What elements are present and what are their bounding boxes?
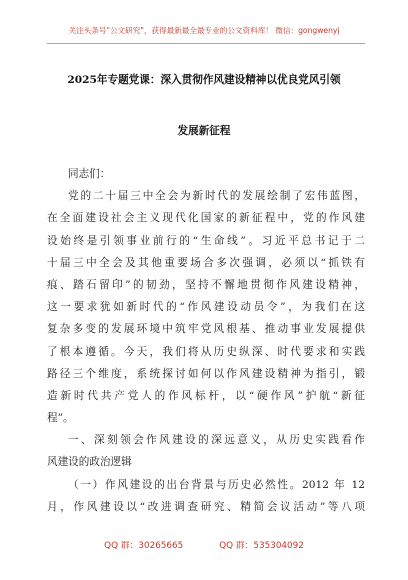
body-line: （一）作风建设的出台背景与历史必然性。2012 年 12 xyxy=(68,478,365,491)
section-heading-continued: 风建设的政治逻辑 xyxy=(47,456,132,469)
body-line: 程”。 xyxy=(47,412,74,425)
footer-qq-group-2: QQ 群：535304092 xyxy=(219,541,304,551)
body-line: 了根本遵循。今天，我们将从历史纵深、时代要求和实践 xyxy=(47,345,365,358)
body-line: 设始终是引领事业前行的“生命线”。习近平总书记于二 xyxy=(47,234,365,247)
body-line: 痕、踏石留印”的韧劲，坚持不懈地贯彻作风建设精神， xyxy=(47,278,365,291)
body-line: 在全面建设社会主义现代化国家的新征程中，党的作风建 xyxy=(47,212,365,225)
salutation: 同志们： xyxy=(68,168,111,180)
body-line: 造新时代共产党人的作风标杆，以“硬作风”护航“新征 xyxy=(47,389,365,402)
header-divider xyxy=(47,43,365,44)
body-line: 这一要求犹如新时代的“作风建设动员令”，为我们在这 xyxy=(47,301,365,314)
header-banner: 关注头条号"公文研究"，获得最新最全最专业的公文资料库！ 微信：gongwenyj xyxy=(68,26,340,35)
footer xyxy=(0,538,408,551)
document-title: 2025年专题党课：深入贯彻作风建设精神以优良党风引领 xyxy=(67,74,341,86)
document-title-continued: 发展新征程 xyxy=(177,125,231,137)
section-heading: 一、深刻领会作风建设的深远意义，从历史实践看作 xyxy=(68,434,365,447)
body-line: 党的二十届三中全会为新时代的发展绘制了宏伟蓝图， xyxy=(68,190,365,203)
body-line: 复杂多变的发展环境中筑牢党风根基、推动事业发展提供 xyxy=(47,323,365,336)
document-body xyxy=(47,163,365,518)
body-line: 十届三中全会及其他重要场合多次强调，必须以“抓铁有 xyxy=(47,256,365,269)
footer-qq-group-1: QQ 群：30265665 xyxy=(104,541,184,551)
body-line: 路径三个维度，系统探讨如何以作风建设精神为指引，锻 xyxy=(47,367,365,380)
body-line: 月，作风建设以“改进调查研究、精简会议活动”等八项 xyxy=(47,500,365,513)
